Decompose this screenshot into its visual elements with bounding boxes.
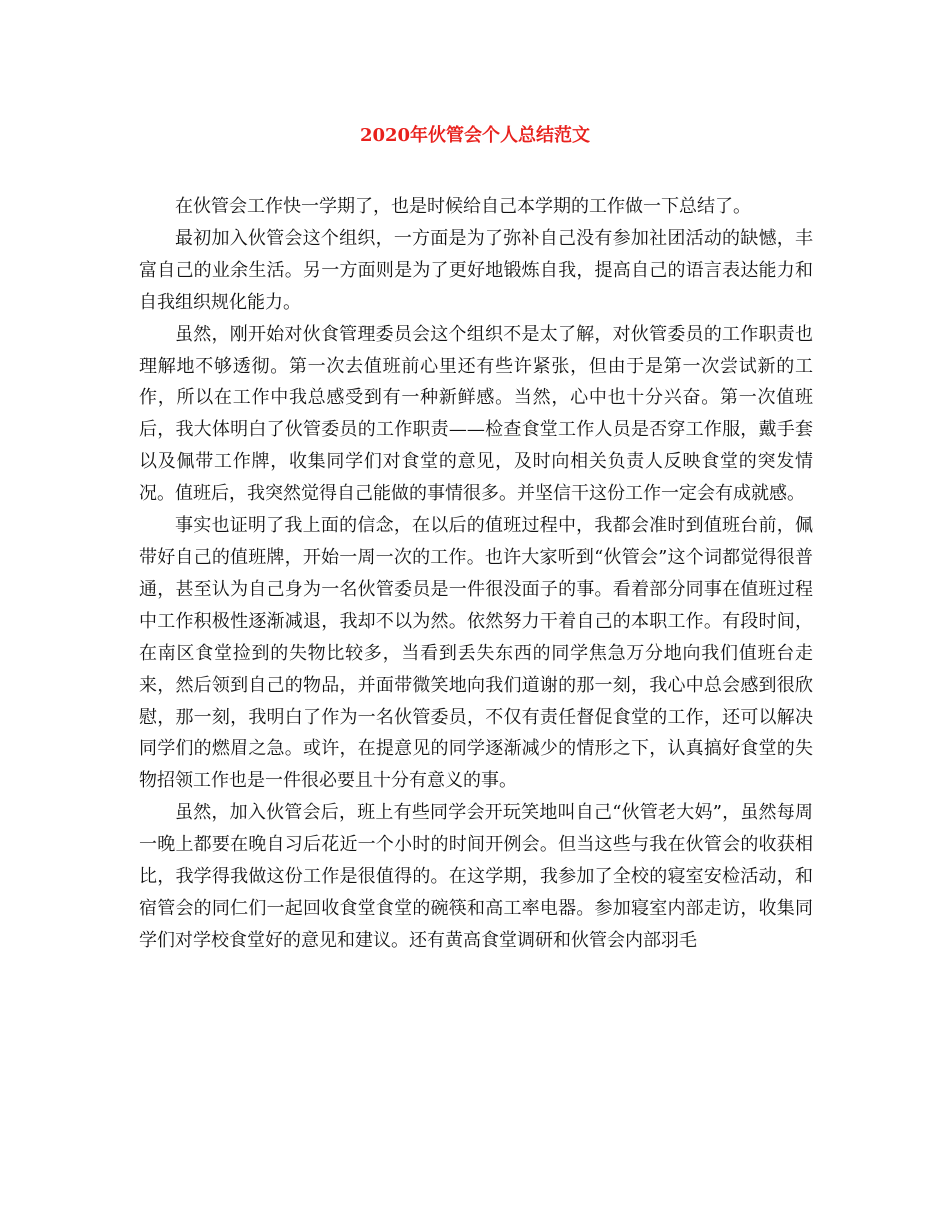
document-title: 2020年伙管会个人总结范文 bbox=[359, 125, 591, 146]
paragraph-4: 事实也证明了我上面的信念，在以后的值班过程中，我都会准时到值班台前，佩带好自己的值班牌，开始一周一次的工作。也许大家听到“伙管会”这个词都觉得很普通，甚至认为自己身为一名伙管委员是一件很没面子的事。看着部分同事在值班过程中工作积极性逐渐减退，我却不以为然。依然努力干着自己的本职工作。有段时间，在南区食堂捡到的失物比较多，当看到丢失东西的同学焦急万分地向我们值班台走来，然后领到自己的物品，并面带微笑地向我们道谢的那一刻，我心中总会感到很欣慰，那一刻，我明白了作为一名伙管委员，不仅有责任督促食堂的工作，还可以解决同学们的燃眉之急。或许，在提意见的同学逐渐减少的情形之下，认真搞好食堂的失物招领工作也是一件很必要且十分有意义的事。 bbox=[139, 515, 813, 792]
paragraph-3: 虽然，刚开始对伙食管理委员会这个组织不是太了解，对伙管委员的工作职责也理解地不够透彻。第一次去值班前心里还有些许紧张，但由于是第一次尝试新的工作，所以在工作中我总感受到有一种新鲜感。当然，心中也十分兴奋。第一次值班后，我大体明白了伙管委员的工作职责——检查食堂工作人员是否穿工作服，戴手套以及佩带工作牌，收集同学们对食堂的意见，及时向相关负责人反映食堂的突发情况。值班后，我突然觉得自己能做的事情很多。并坚信干这份工作一定会有成就感。 bbox=[139, 323, 813, 505]
paragraph-5: 虽然，加入伙管会后，班上有些同学会开玩笑地叫自己“伙管老大妈”，虽然每周一晚上都要在晚自习后花近一个小时的时间开例会。但当这些与我在伙管会的收获相比，我学得我做这份工作是很值得的。在这学期，我参加了全校的寝室安检活动，和宿管会的同仁们一起回收食堂食堂的碗筷和高工率电器。参加寝室内部走访，收集同学们对学校食堂好的意见和建议。还有黄高食堂调研和伙管会内部羽毛 bbox=[139, 802, 813, 951]
paragraph-2: 最初加入伙管会这个组织，一方面是为了弥补自己没有参加社团活动的缺憾，丰富自己的业余生活。另一方面则是为了更好地锻炼自我，提高自己的语言表达能力和自我组织规化能力。 bbox=[139, 227, 813, 313]
document-body bbox=[139, 191, 813, 957]
paragraph-1: 在伙管会工作快一学期了，也是时候给自己本学期的工作做一下总结了。 bbox=[175, 196, 751, 217]
